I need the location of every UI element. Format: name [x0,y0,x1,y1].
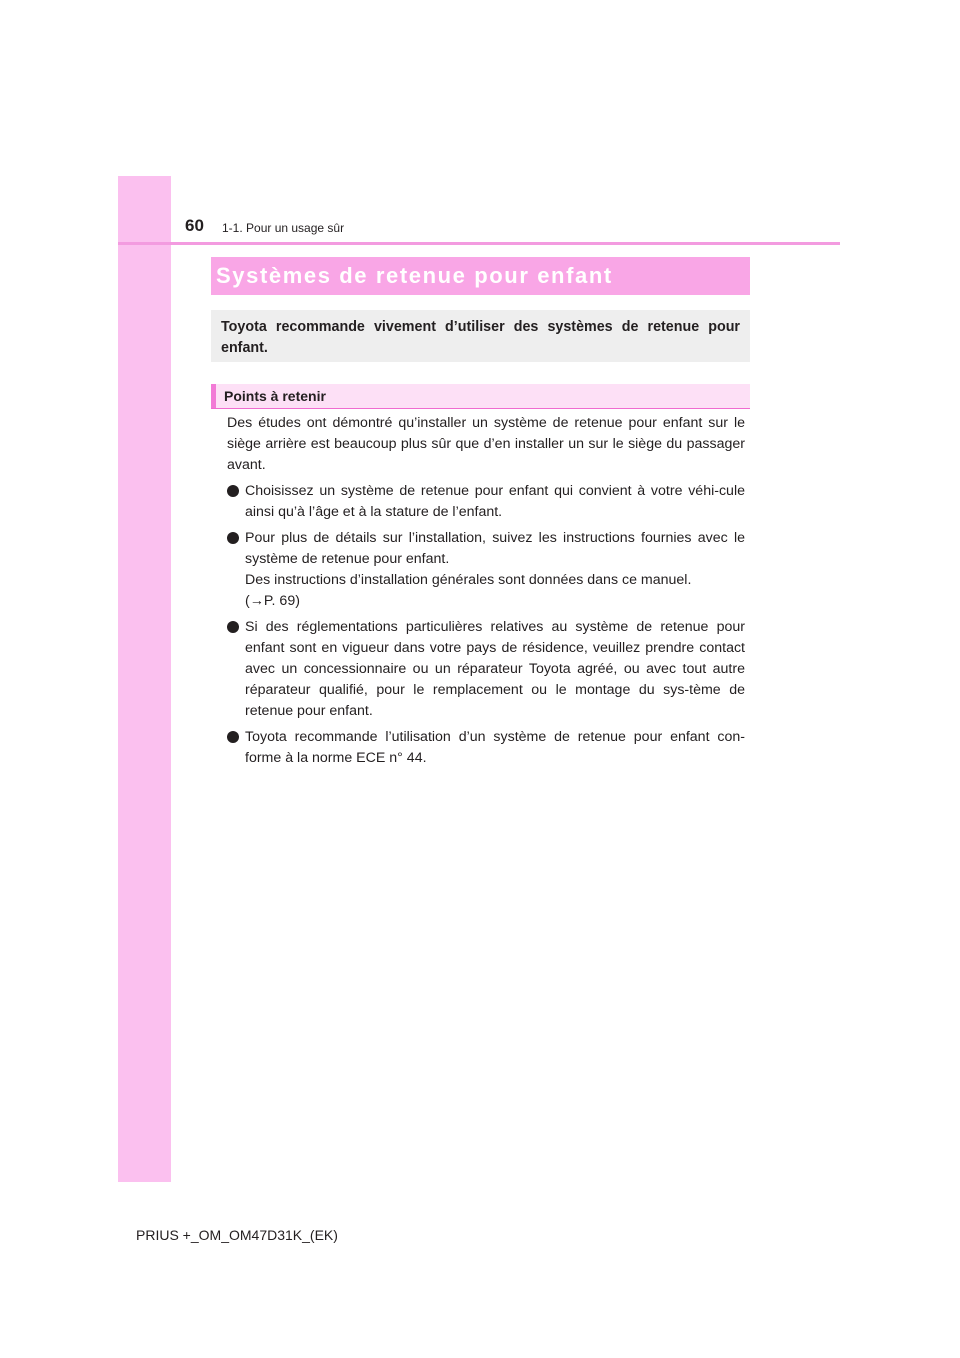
bullet-icon [227,731,239,743]
list-item [227,617,745,722]
points-body [227,413,745,769]
bullet-text: Si des réglementations particulières relatives au système de retenue pour enfant sont en vigueur dans votre pays de résidence, veuillez prendre contact avec un concessionnaire ou un réparateur Toyota agréé, ou avec tout autre réparateur qualifié, pour le remplacement ou le montage du sys-tème de retenue pour enfant. [245,619,745,719]
points-heading: Points à retenir [224,388,326,404]
chapter-sidebar-tab [118,176,171,1182]
page-number: 60 [185,216,204,235]
list-item [227,528,745,612]
points-header [211,384,750,409]
bullet-extra-text: Des instructions d’installation générales sont données dans ce manuel. [245,572,692,588]
section-title: Systèmes de retenue pour enfant [216,263,613,288]
section-title-bar [211,257,750,295]
bullet-icon [227,532,239,544]
list-item [227,727,745,769]
points-paragraph: Des études ont démontré qu’installer un système de retenue pour enfant sur le siège arrière est beaucoup plus sûr que d’en installer un sur le siège du passager avant. [227,415,745,473]
page-reference-link[interactable]: (→P. 69) [245,593,300,609]
bullet-text: Choisissez un système de retenue pour enfant qui convient à votre véhi-cule ainsi qu’à l’âge et à la stature de l’enfant. [245,483,745,520]
bullet-icon [227,485,239,497]
bullet-icon [227,621,239,633]
header-rule [118,242,840,245]
points-header-accent [211,384,216,408]
document-code: PRIUS +_OM_OM47D31K_(EK) [136,1227,338,1243]
bullet-text: Pour plus de détails sur l’installation, suivez les instructions fournies avec le système de retenue pour enfant. [245,530,745,567]
section-reference: 1-1. Pour un usage sûr [222,221,345,235]
intro-box [211,310,750,362]
bullet-text: Toyota recommande l’utilisation d’un système de retenue pour enfant con-forme à la norme ECE n° 44. [245,729,745,766]
list-item [227,481,745,523]
intro-text: Toyota recommande vivement d’utiliser des systèmes de retenue pour enfant. [221,319,740,356]
